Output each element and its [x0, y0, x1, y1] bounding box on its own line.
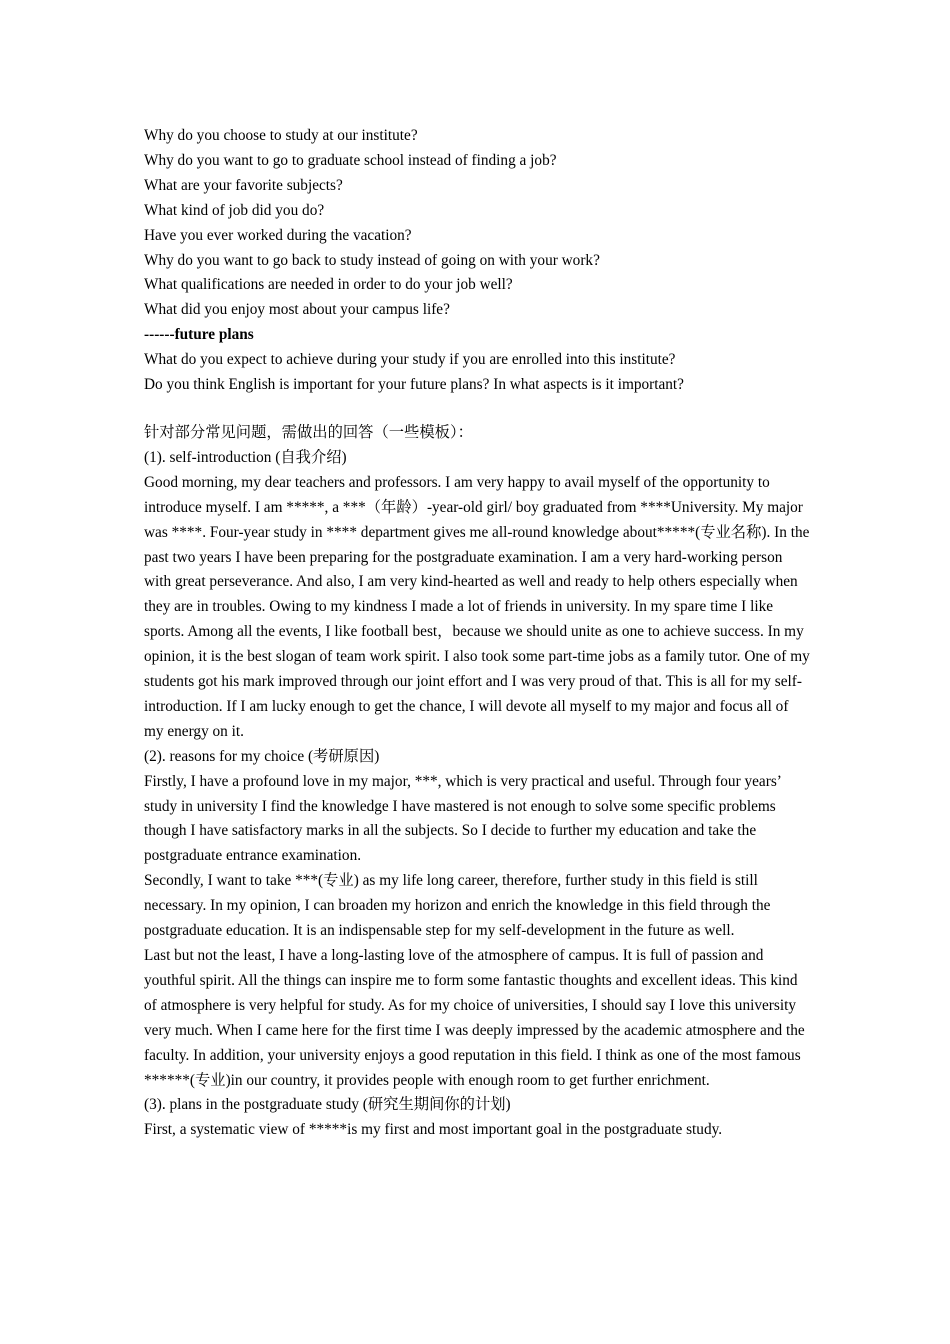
- future-question-list: [144, 348, 810, 398]
- document-page: [144, 124, 810, 1143]
- question-item: Why do you want to go back to study instead of going on with your work?: [144, 251, 600, 269]
- question-item: What do you expect to achieve during your study if you are enrolled into this institute?: [144, 351, 676, 369]
- body-paragraph: First, a systematic view of *****is my first and most important goal in the postgraduate study.: [144, 1121, 723, 1139]
- question-item: Do you think English is important for your future plans? In what aspects is it important?: [144, 376, 684, 394]
- section-reasons-for-choice: [144, 745, 810, 1094]
- body-paragraph: Good morning, my dear teachers and professors. I am very happy to avail myself of the opportunity to introduce myself. I am *****, a ***（年龄）-year-old girl/ boy graduated from ****University. My major was ****. Four-year study in **** department gives me all-round knowledge about*****(专业名称). In the past two years I have been preparing for the postgraduate examination. I am a very hard-working person with great perseverance. And also, I am very kind-hearted as well and ready to help others especially when they are in troubles. Owing to my kindness I made a lot of friends in university. In my spare time I like sports. Among all the events, I like football best，because we should unite as one to achieve success. In my opinion, it is the best slogan of team work spirit. I also took some part-time jobs as a family tutor. One of my students got his mark improved through our joint effort and I was very proud of that. This is all for my self-introduction. If I am lucky enough to get the chance, I will devote all myself to my major and focus all of my energy on it.: [144, 473, 810, 740]
- section-postgraduate-plans: [144, 1093, 810, 1143]
- question-item: Have you ever worked during the vacation?: [144, 226, 412, 244]
- question-item: What did you enjoy most about your campus life?: [144, 301, 450, 319]
- blank-line: [144, 398, 810, 421]
- section-heading: (3). plans in the postgraduate study (研究生期间你的计划): [144, 1096, 511, 1114]
- template-intro: 针对部分常见问题，需做出的回答（一些模板）：: [144, 423, 473, 441]
- section-heading: (1). self-introduction (自我介绍): [144, 448, 347, 466]
- section-heading: (2). reasons for my choice (考研原因): [144, 747, 380, 765]
- question-item: What qualifications are needed in order to do your job well?: [144, 276, 513, 294]
- section-self-introduction: [144, 446, 810, 745]
- question-item: What are your favorite subjects?: [144, 176, 343, 194]
- question-list: [144, 124, 810, 323]
- body-paragraph: Secondly, I want to take ***(专业) as my life long career, therefore, further study in this field is still necessary. In my opinion, I can broaden my horizon and enrich the knowledge in this field through the postgraduate education. It is an indispensable step for my self-development in the future as well.: [144, 872, 771, 940]
- question-item: Why do you choose to study at our institute?: [144, 127, 418, 144]
- body-paragraph: Last but not the least, I have a long-lasting love of the atmosphere of campus. It is full of passion and youthful spirit. All the things can inspire me to form some fantastic thoughts and excellent ideas. This kind of atmosphere is very helpful for study. As for my choice of universities, I should say I love this university very much. When I came here for the first time I was deeply impressed by the academic atmosphere and the faculty. In addition, your university enjoys a good reputation in this field. I think as one of the most famous ******(专业)in our country, it provides people with enough room to get further enrichment.: [144, 947, 805, 1089]
- question-item: Why do you want to go to graduate school instead of finding a job?: [144, 151, 557, 169]
- future-plans-heading: ------future plans: [144, 326, 254, 344]
- question-item: What kind of job did you do?: [144, 201, 325, 219]
- body-paragraph: Firstly, I have a profound love in my major, ***, which is very practical and useful. Through four years’ study in university I find the knowledge I have mastered is not enough to solve some specific problems though I have satisfactory marks in all the subjects. So I decide to further my education and take the postgraduate entrance examination.: [144, 772, 781, 865]
